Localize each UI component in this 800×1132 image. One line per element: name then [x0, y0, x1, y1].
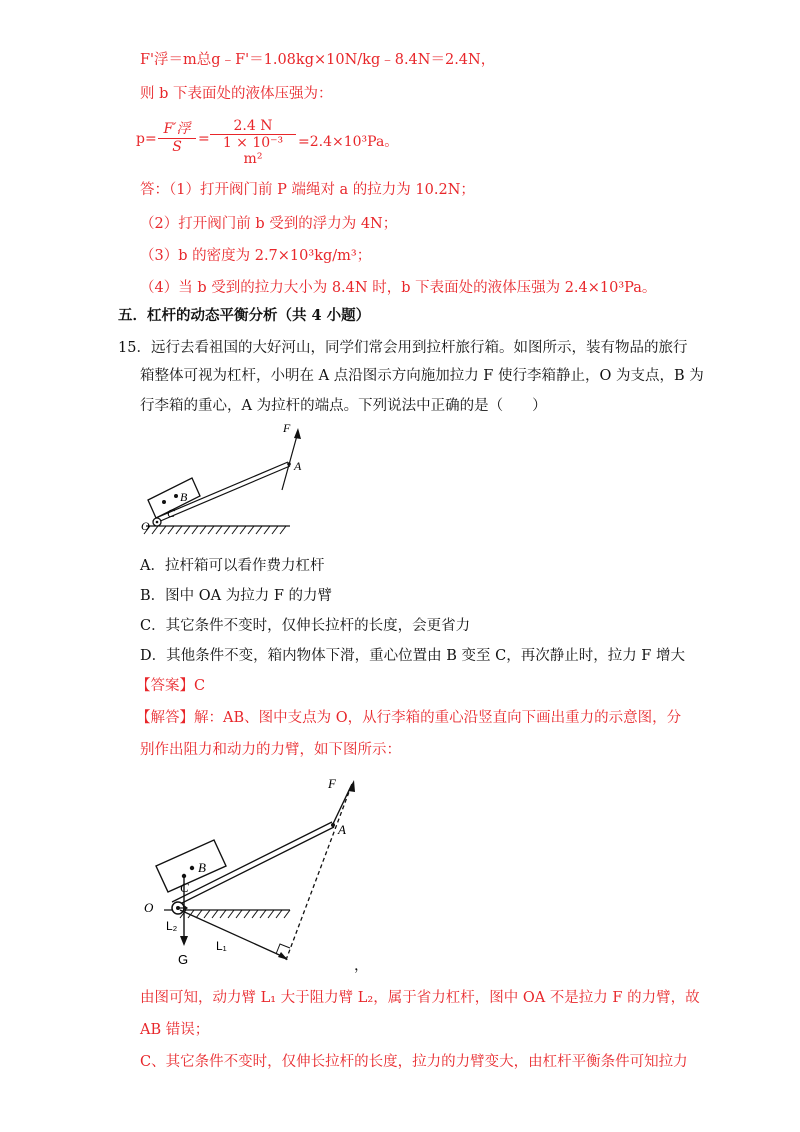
answer-line-2: （2）打开阀门前 b 受到的浮力为 4N；: [140, 216, 398, 232]
formula-denominator-1: S: [172, 139, 182, 155]
solution-line-1: [136, 708, 681, 728]
answer-line-3: （3）b 的密度为 2.7×10³kg/m³；: [140, 248, 372, 264]
option-c: C．其它条件不变时，仅伸长拉杆的长度，会更省力: [140, 618, 471, 634]
question-line-1: 15．远行去看祖国的大好河山，同学们常会用到拉杆旅行箱。如图所示，装有物品的旅行: [118, 340, 688, 356]
fig1-label-A: A: [294, 459, 302, 473]
fig1-label-B: B: [180, 490, 188, 504]
suitcase-figure-2: [140, 770, 360, 970]
pressure-formula: [136, 118, 436, 167]
question-line-2: 箱整体可视为杠杆，小明在 A 点沿图示方向施加拉力 F 使行李箱静止，O 为支点，B 为: [140, 368, 704, 384]
formula-numerator-1: F′浮: [163, 121, 191, 137]
suitcase-figure-1: [138, 418, 328, 548]
formula-p: p=: [136, 131, 157, 147]
formula-fraction-1: [158, 118, 196, 155]
option-d: D．其他条件不变，箱内物体下滑，重心位置由 B 变至 C，再次静止时，拉力 F 增大: [140, 648, 685, 664]
question-line-3: 行李箱的重心，A 为拉杆的端点。下列说法中正确的是（ ）: [140, 398, 547, 414]
formula-equals: =: [198, 131, 210, 147]
fig1-label-O: O: [141, 519, 150, 533]
formula-denominator-2: 1 × 10⁻³ m²: [222, 135, 284, 167]
answer-tag: 【答案】: [136, 678, 194, 694]
option-a: A．拉杆箱可以看作费力杠杆: [140, 558, 325, 574]
fig2-label-G: G: [178, 952, 189, 967]
fig2-label-B: B: [198, 860, 206, 875]
fig1-label-F: F: [283, 421, 291, 435]
answer-value: C: [194, 678, 206, 694]
answer-line: [136, 676, 205, 696]
formula-fraction-2: [210, 118, 296, 167]
fig2-label-F: F: [328, 776, 336, 791]
fig2-label-O: O: [144, 900, 154, 915]
solution-line-5: C、其它条件不变时，仅伸长拉杆的长度，拉力的力臂变大，由杠杆平衡条件可知拉力: [140, 1054, 688, 1070]
fig1-label-C: C: [167, 506, 176, 520]
solution-line-3: 由图可知，动力臂 L₁ 大于阻力臂 L₂，属于省力杠杆，图中 OA 不是拉力 F 的力臂，故: [140, 990, 700, 1006]
solution-line-pressure-intro: 则 b 下表面处的液体压强为：: [140, 86, 333, 102]
formula-numerator-2: 2.4 N: [233, 118, 273, 134]
fig2-label-C: C: [180, 880, 189, 895]
solution-text-1: 解：AB、图中支点为 O，从行李箱的重心沿竖直向下画出重力的示意图，分: [194, 710, 682, 726]
answer-line-1: 答：（1）打开阀门前 P 端绳对 a 的拉力为 10.2N；: [140, 182, 475, 198]
figure-trailing-comma: ，: [354, 958, 369, 974]
option-b: B．图中 OA 为拉力 F 的力臂: [140, 588, 333, 604]
solution-line-4: AB 错误；: [140, 1022, 210, 1038]
solution-tag: 【解答】: [136, 710, 194, 726]
solution-line-buoyancy: F'浮＝m总g﹣F'＝1.08kg×10N/kg﹣8.4N＝2.4N，: [140, 52, 496, 68]
fig2-label-L2: L₂: [166, 919, 178, 933]
answer-line-4: （4）当 b 受到的拉力大小为 8.4N 时，b 下表面处的液体压强为 2.4×10³Pa。: [140, 280, 657, 296]
section-title: 五．杠杆的动态平衡分析（共 4 小题）: [118, 307, 371, 324]
formula-result: =2.4×10³Pa。: [298, 134, 399, 150]
fig2-label-L1: L₁: [216, 939, 227, 953]
fig2-label-A: A: [338, 822, 346, 837]
solution-line-2: 别作出阻力和动力的力臂，如下图所示：: [140, 742, 401, 758]
